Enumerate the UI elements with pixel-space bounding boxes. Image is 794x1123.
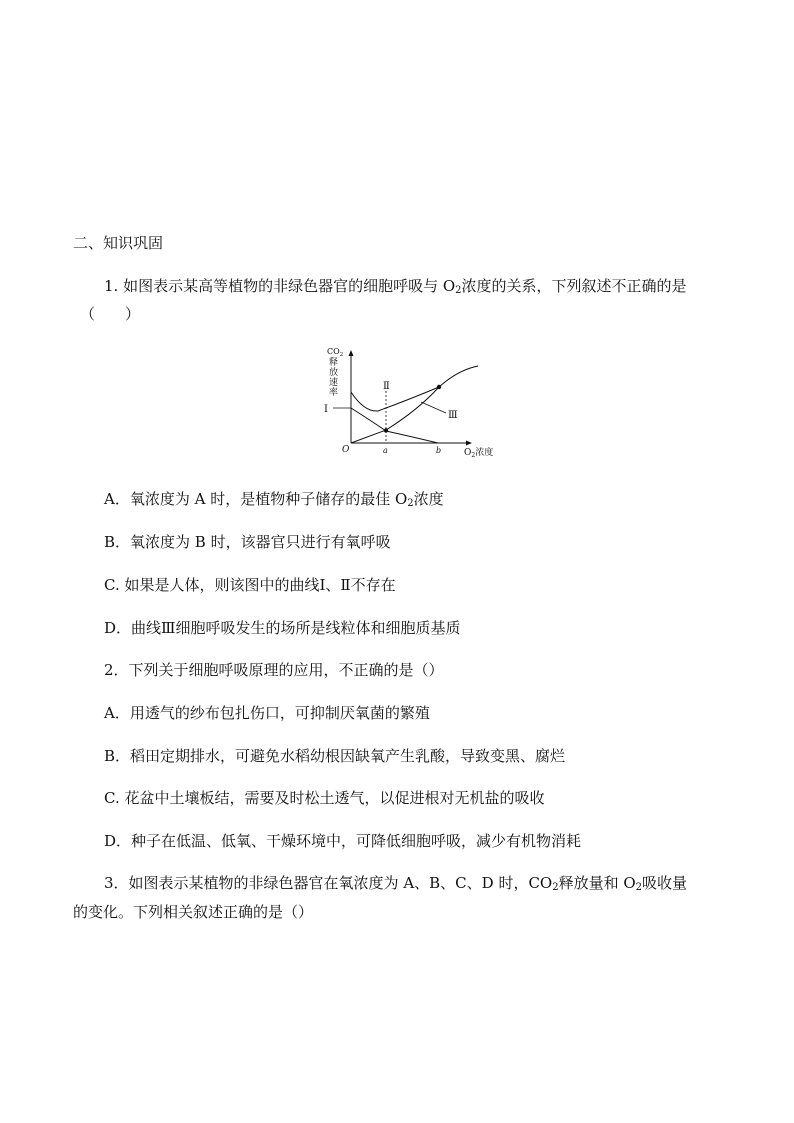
q1-option-d: D．曲线Ⅲ细胞呼吸发生的场所是线粒体和细胞质基质 bbox=[104, 619, 461, 637]
origin-label: O bbox=[342, 445, 350, 455]
question-3-stem-line2: 的变化。下列相关叙述正确的是（） bbox=[73, 903, 314, 921]
y-axis-label-chem: $CO_2$ bbox=[327, 347, 344, 358]
y-axis-label-char-1: 释 bbox=[329, 358, 339, 368]
intersection-point-a bbox=[384, 428, 388, 432]
x-axis-label: $O_2$浓度 bbox=[464, 448, 494, 459]
q1-option-c: C. 如果是人体，则该图中的曲线Ⅰ、Ⅱ不存在 bbox=[104, 576, 396, 594]
q3-stem-part2: 释放量和 O bbox=[558, 874, 636, 892]
q3-sub1: 2 bbox=[552, 882, 559, 893]
y-axis-arrow bbox=[349, 350, 354, 356]
y-axis-label-char-3: 速 bbox=[329, 378, 339, 388]
q2-option-a: A．用透气的纱布包扎伤口，可抑制厌氧菌的繁殖 bbox=[104, 704, 430, 722]
question-2-stem: 2．下列关于细胞呼吸原理的应用，不正确的是（） bbox=[104, 661, 444, 679]
q2-option-b: B．稻田定期排水，可避免水稻幼根因缺氧产生乳酸，导致变黑、腐烂 bbox=[104, 747, 566, 765]
question-1-stem bbox=[104, 276, 687, 296]
tick-a-label: a bbox=[383, 446, 388, 455]
q1-option-a-pre: A．氧浓度为 A 时，是植物种子储存的最佳 O bbox=[104, 490, 408, 508]
x-axis-arrow bbox=[466, 441, 472, 446]
intersection-point-b bbox=[437, 385, 441, 389]
q3-stem-part3: 吸收量 bbox=[642, 874, 688, 892]
tick-b-label: b bbox=[436, 446, 442, 455]
respiration-figure bbox=[318, 340, 508, 462]
q1-stem-sub: 2 bbox=[455, 285, 462, 296]
curve-III bbox=[351, 387, 439, 443]
q3-sub2: 2 bbox=[635, 882, 643, 893]
q3-stem-part1: 3．如图表示某植物的非绿色器官在氧浓度为 A、B、C、D 时，CO bbox=[104, 874, 553, 892]
question-3-stem bbox=[104, 873, 687, 893]
section-title: 二、知识巩固 bbox=[73, 234, 164, 252]
q1-option-a bbox=[104, 489, 444, 509]
question-1-blank: （ ） bbox=[80, 305, 141, 323]
curve-III-leader bbox=[421, 402, 446, 413]
q1-stem-pre: 1. 如图表示某高等植物的非绿色器官的细胞呼吸与 O bbox=[104, 277, 456, 295]
y-axis-label-char-2: 放 bbox=[329, 368, 339, 378]
q1-option-a-post: 浓度 bbox=[413, 490, 444, 508]
curve-III-label: Ⅲ bbox=[448, 410, 458, 421]
q2-option-c: C. 花盆中土壤板结，需要及时松土透气，以促进根对无机盐的吸收 bbox=[104, 789, 545, 807]
curve-I-label: Ⅰ bbox=[324, 404, 328, 415]
curve-II-label: Ⅱ bbox=[383, 381, 390, 392]
q1-option-b: B．氧浓度为 B 时，该器官只进行有氧呼吸 bbox=[104, 533, 391, 551]
q2-option-d: D．种子在低温、低氧、干燥环境中，可降低细胞呼吸，减少有机物消耗 bbox=[104, 832, 582, 850]
y-axis-label-char-4: 率 bbox=[329, 388, 339, 398]
q1-stem-post: 浓度的关系，下列叙述不正确的是 bbox=[461, 277, 687, 295]
curve-II bbox=[351, 366, 478, 411]
q1-option-a-sub: 2 bbox=[407, 498, 414, 509]
